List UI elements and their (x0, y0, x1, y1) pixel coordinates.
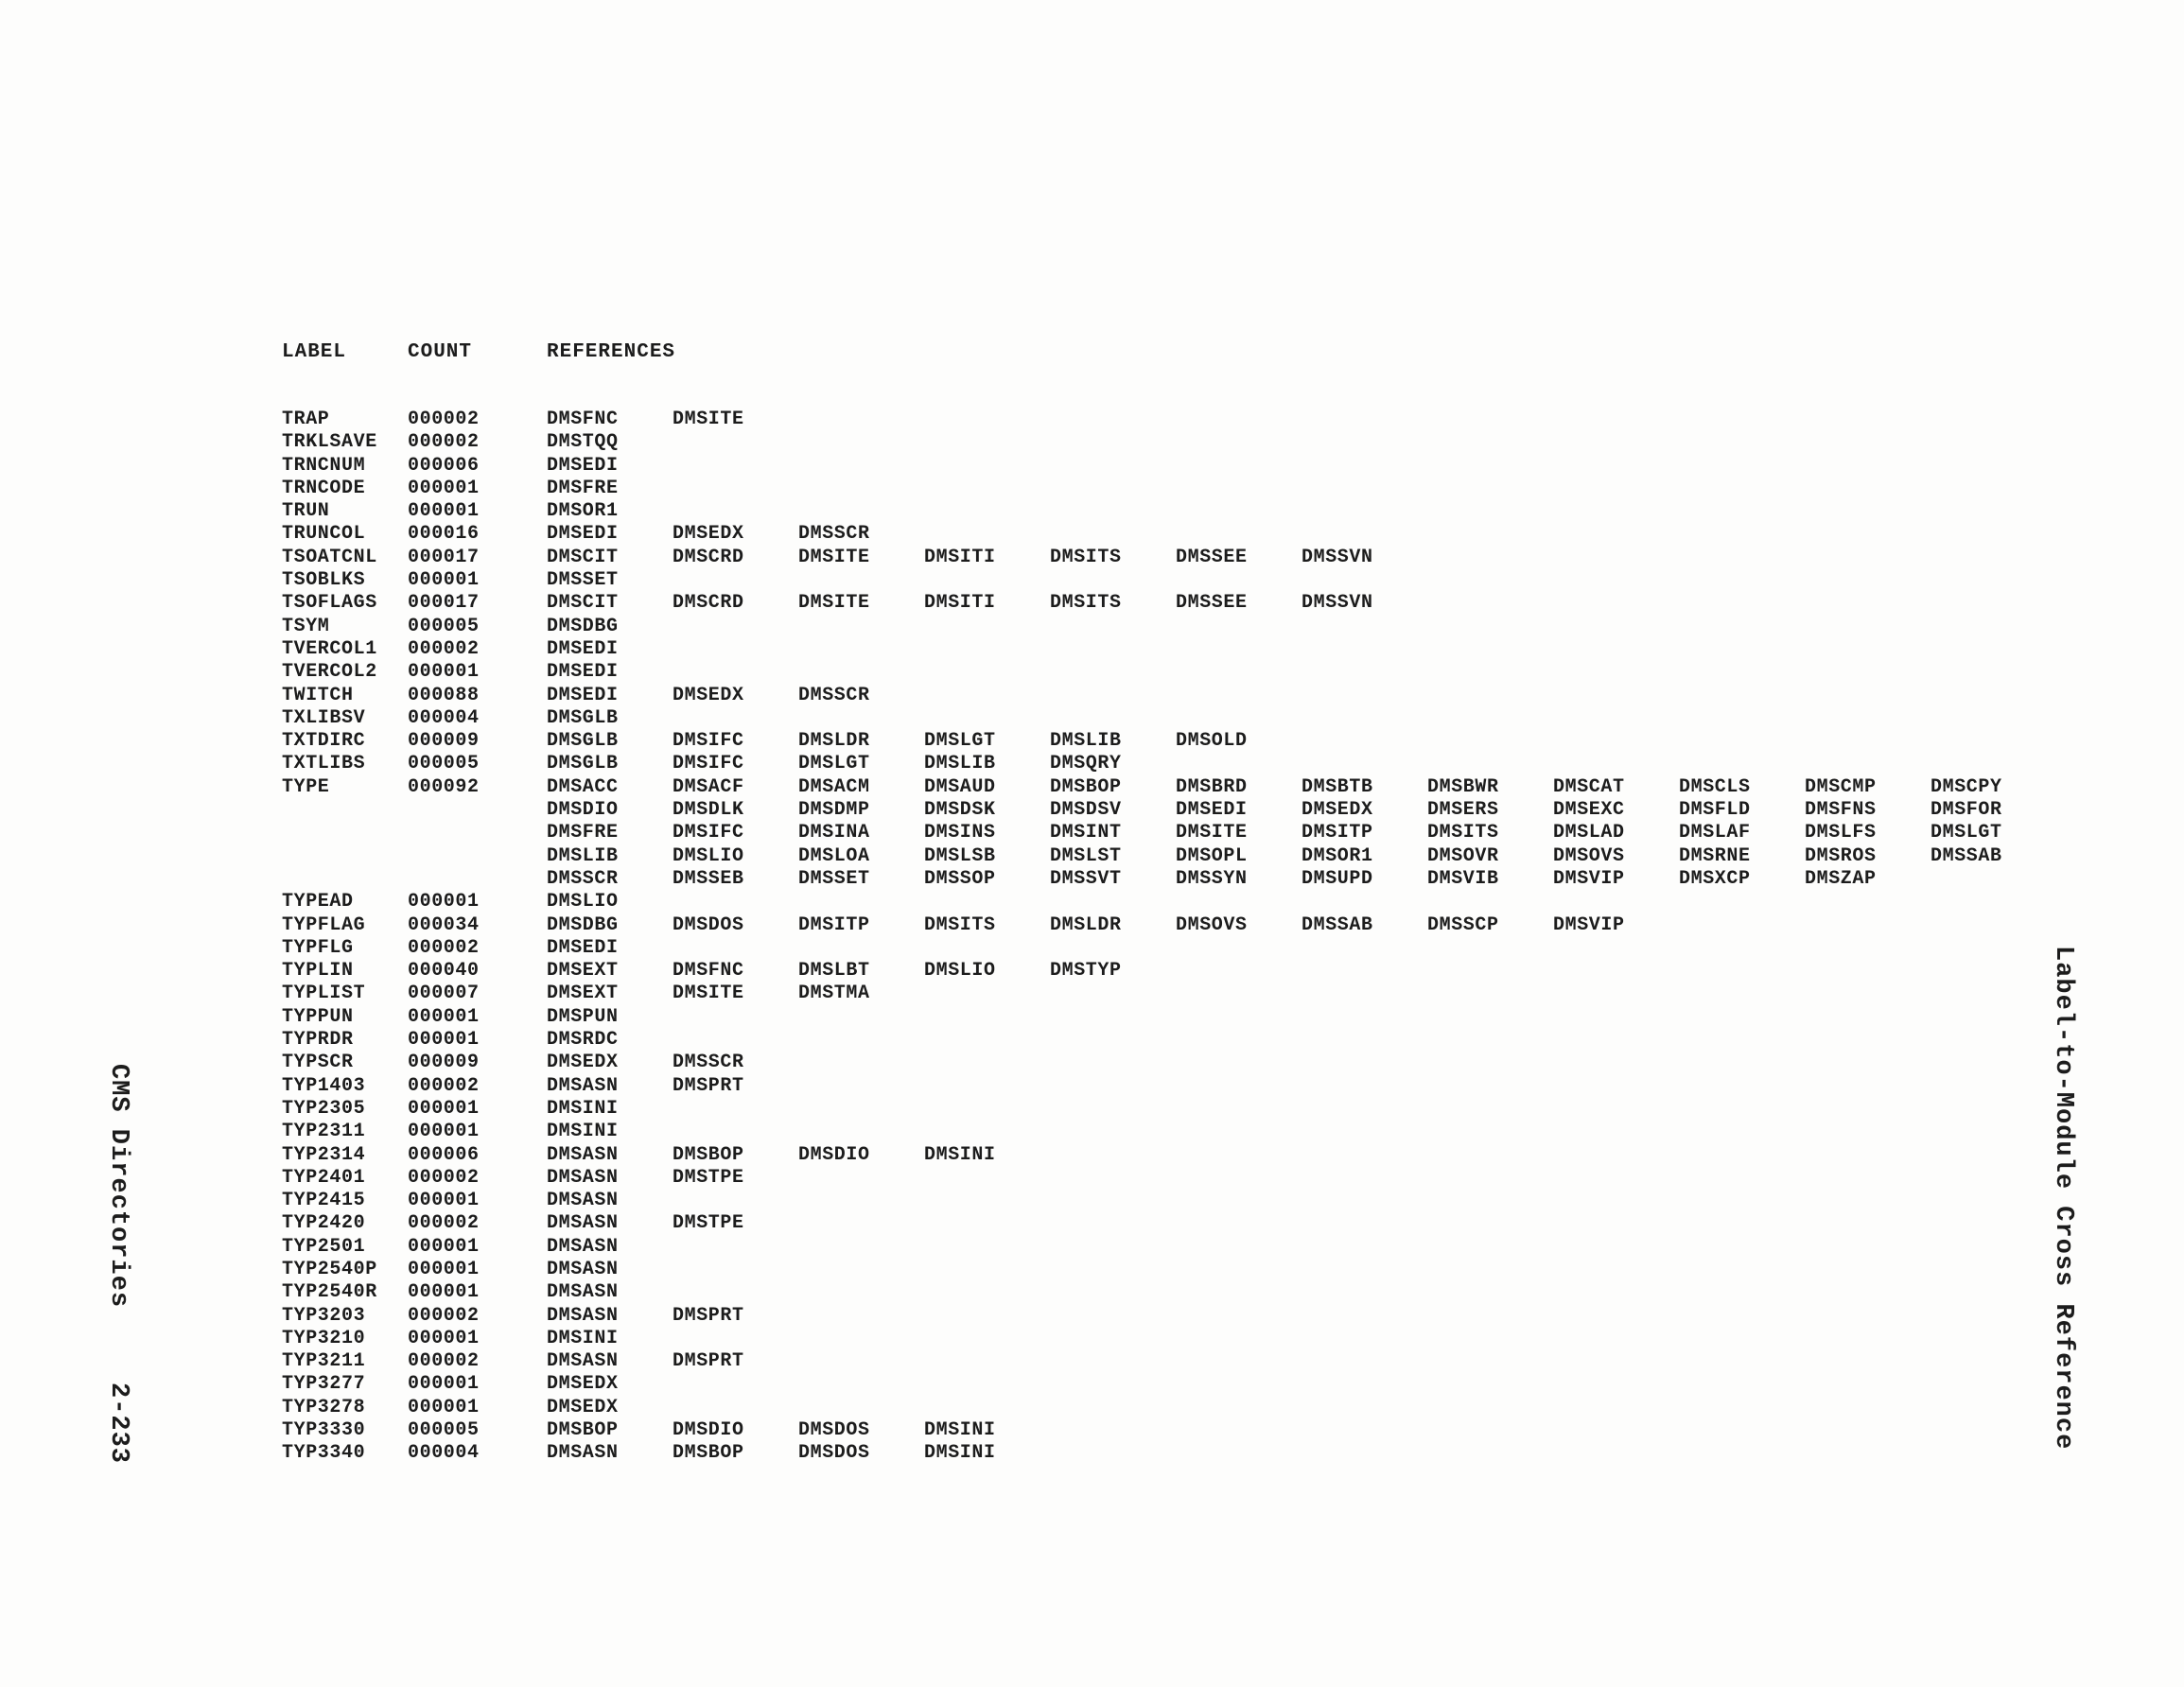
reference-cell: DMSINI (924, 1442, 996, 1465)
table-row (282, 1098, 2041, 1121)
table-row (282, 1052, 2041, 1074)
label-cell: TYPFLAG (282, 913, 366, 936)
reference-cell: DMSITE (798, 592, 870, 615)
table-row (282, 1029, 2041, 1052)
reference-cell: DMSSCR (547, 867, 619, 890)
table-row (282, 983, 2041, 1005)
table-row (282, 1075, 2041, 1098)
table-row (282, 1167, 2041, 1190)
reference-cell: DMSOR1 (1302, 844, 1373, 867)
reference-cell: DMSSCR (673, 1052, 744, 1074)
reference-cell: DMSSAB (1931, 844, 2002, 867)
label-cell: TYPEAD (282, 891, 354, 913)
reference-cell: DMSSET (547, 569, 619, 592)
reference-cell: DMSASN (547, 1166, 619, 1189)
label-cell: TYP2415 (282, 1190, 366, 1212)
reference-cell: DMSFLD (1679, 799, 1751, 822)
reference-cell: DMSINI (547, 1327, 619, 1349)
reference-cell: DMSTQQ (547, 431, 619, 454)
label-cell: TYP2540R (282, 1281, 377, 1304)
table-row (282, 937, 2041, 960)
count-cell: 000040 (408, 960, 480, 983)
label-cell: TYPLIST (282, 983, 366, 1005)
reference-cell: DMSINI (924, 1143, 996, 1166)
count-cell: 000004 (408, 706, 480, 729)
table-row (282, 1328, 2041, 1350)
label-cell: TYP3278 (282, 1396, 366, 1418)
reference-cell: DMSSVN (1302, 592, 1373, 615)
table-row (282, 661, 2041, 684)
table-row (282, 1236, 2041, 1259)
reference-cell: DMSTPE (673, 1166, 744, 1189)
reference-cell: DMSAUD (924, 775, 996, 798)
count-column-header: COUNT (408, 341, 473, 363)
reference-cell: DMSSVT (1050, 867, 1122, 890)
reference-cell: DMSITE (673, 983, 744, 1005)
reference-cell: DMSEDI (547, 523, 619, 546)
reference-cell: DMSINI (547, 1121, 619, 1143)
reference-cell: DMSSCP (1427, 913, 1499, 936)
table-row (282, 431, 2041, 454)
count-cell: 000005 (408, 615, 480, 637)
count-cell: 000009 (408, 730, 480, 753)
table-row (282, 1350, 2041, 1373)
reference-cell: DMSEDX (547, 1373, 619, 1396)
label-cell: TYP3330 (282, 1419, 366, 1442)
label-cell: TRUNCOL (282, 523, 366, 546)
table-row (282, 845, 2041, 868)
reference-cell: DMSDMP (798, 799, 870, 822)
reference-cell: DMSEXC (1553, 799, 1625, 822)
reference-cell: DMSITP (1302, 822, 1373, 844)
count-cell: 000001 (408, 1190, 480, 1212)
count-cell: 000002 (408, 1304, 480, 1327)
label-cell: TYPRDR (282, 1029, 354, 1052)
reference-cell: DMSEXT (547, 983, 619, 1005)
count-cell: 000002 (408, 1074, 480, 1097)
table-row (282, 1373, 2041, 1396)
reference-cell: DMSCMP (1805, 775, 1877, 798)
table-row (282, 1442, 2041, 1465)
reference-cell: DMSINI (924, 1419, 996, 1442)
reference-cell: DMSOLD (1176, 730, 1248, 753)
count-cell: 000001 (408, 1373, 480, 1396)
label-cell: TYPE (282, 775, 330, 798)
label-cell: TXLIBSV (282, 706, 366, 729)
reference-cell: DMSEDI (547, 684, 619, 706)
reference-cell: DMSCIT (547, 592, 619, 615)
table-row (282, 1212, 2041, 1235)
reference-cell: DMSBOP (673, 1143, 744, 1166)
count-cell: 000002 (408, 409, 480, 430)
label-cell: TRNCNUM (282, 454, 366, 477)
label-cell: TSYM (282, 615, 330, 637)
table-row (282, 1419, 2041, 1442)
left-margin-title: CMS Directories (104, 1064, 132, 1309)
reference-cell: DMSERS (1427, 799, 1499, 822)
reference-cell: DMSLOA (798, 844, 870, 867)
reference-cell: DMSITS (1050, 546, 1122, 568)
count-cell: 000006 (408, 1143, 480, 1166)
count-cell: 000004 (408, 1442, 480, 1465)
reference-cell: DMSLST (1050, 844, 1122, 867)
reference-cell: DMSDIO (673, 1419, 744, 1442)
reference-cell: DMSCRD (673, 546, 744, 568)
table-row (282, 753, 2041, 775)
table-row (282, 1144, 2041, 1167)
reference-cell: DMSEDI (1176, 799, 1248, 822)
reference-cell: DMSGLB (547, 730, 619, 753)
count-cell: 000034 (408, 913, 480, 936)
label-cell: TYPFLG (282, 936, 354, 959)
reference-cell: DMSBOP (673, 1442, 744, 1465)
table-row (282, 960, 2041, 983)
reference-cell: DMSLAD (1553, 822, 1625, 844)
table-row (282, 1190, 2041, 1212)
reference-cell: DMSCAT (1553, 775, 1625, 798)
reference-cell: DMSASN (547, 1281, 619, 1304)
reference-cell: DMSACC (547, 775, 619, 798)
reference-cell: DMSEDI (547, 661, 619, 684)
count-cell: 000002 (408, 1166, 480, 1189)
reference-cell: DMSBOP (547, 1419, 619, 1442)
count-cell: 000001 (408, 1396, 480, 1418)
reference-cell: DMSVIB (1427, 867, 1499, 890)
reference-cell: DMSCPY (1931, 775, 2002, 798)
reference-cell: DMSLIB (924, 753, 996, 775)
table-row (282, 409, 2041, 431)
label-cell: TXTLIBS (282, 753, 366, 775)
table-row (282, 547, 2041, 569)
count-cell: 000002 (408, 1350, 480, 1373)
table-row (282, 1281, 2041, 1304)
reference-cell: DMSFOR (1931, 799, 2002, 822)
reference-cell: DMSSOP (924, 867, 996, 890)
reference-cell: DMSFRE (547, 477, 619, 499)
label-cell: TYPPUN (282, 1005, 354, 1028)
label-cell: TYP3203 (282, 1304, 366, 1327)
label-cell: TSOBLKS (282, 569, 366, 592)
table-row (282, 685, 2041, 707)
reference-cell: DMSASN (547, 1235, 619, 1258)
table-row (282, 914, 2041, 937)
count-cell: 000001 (408, 1258, 480, 1280)
count-cell: 000001 (408, 661, 480, 684)
reference-cell: DMSLIO (924, 960, 996, 983)
reference-cell: DMSLAF (1679, 822, 1751, 844)
reference-cell: DMSFRE (547, 822, 619, 844)
label-cell: TYP3210 (282, 1327, 366, 1349)
reference-cell: DMSSET (798, 867, 870, 890)
reference-cell: DMSVIP (1553, 867, 1625, 890)
table-row (282, 616, 2041, 638)
label-cell: TYP3277 (282, 1373, 366, 1396)
count-cell: 000001 (408, 1327, 480, 1349)
table-row (282, 569, 2041, 592)
label-cell: TWITCH (282, 684, 354, 706)
table-row (282, 638, 2041, 661)
label-column-header: LABEL (282, 341, 347, 363)
reference-cell: DMSASN (547, 1258, 619, 1280)
table-row (282, 1006, 2041, 1029)
cross-reference-listing (282, 409, 2041, 1466)
reference-cell: DMSITI (924, 592, 996, 615)
reference-cell: DMSSAB (1302, 913, 1373, 936)
reference-cell: DMSBTB (1302, 775, 1373, 798)
label-cell: TYP2401 (282, 1166, 366, 1189)
reference-cell: DMSITE (673, 409, 744, 430)
reference-cell: DMSGLB (547, 706, 619, 729)
label-cell: TRKLSAVE (282, 431, 377, 454)
reference-cell: DMSSEB (673, 867, 744, 890)
reference-cell: DMSSCR (798, 684, 870, 706)
reference-cell: DMSBWR (1427, 775, 1499, 798)
label-cell: TYP2501 (282, 1235, 366, 1258)
reference-cell: DMSEDX (1302, 799, 1373, 822)
reference-cell: DMSLIB (547, 844, 619, 867)
reference-cell: DMSDSV (1050, 799, 1122, 822)
label-cell: TSOFLAGS (282, 592, 377, 615)
label-cell: TYP2420 (282, 1212, 366, 1235)
count-cell: 000088 (408, 684, 480, 706)
reference-cell: DMSOR1 (547, 500, 619, 523)
reference-cell: DMSDOS (673, 913, 744, 936)
reference-cell: DMSITP (798, 913, 870, 936)
reference-cell: DMSFNC (547, 409, 619, 430)
reference-cell: DMSSYN (1176, 867, 1248, 890)
label-cell: TSOATCNL (282, 546, 377, 568)
table-row (282, 868, 2041, 891)
label-cell: TVERCOL1 (282, 637, 377, 660)
reference-cell: DMSBOP (1050, 775, 1122, 798)
count-cell: 000002 (408, 637, 480, 660)
count-cell: 000017 (408, 592, 480, 615)
table-row (282, 1305, 2041, 1328)
reference-cell: DMSROS (1805, 844, 1877, 867)
reference-cell: DMSDBG (547, 913, 619, 936)
reference-cell: DMSDIO (798, 1143, 870, 1166)
table-row (282, 455, 2041, 478)
reference-cell: DMSITE (798, 546, 870, 568)
count-cell: 000016 (408, 523, 480, 546)
reference-cell: DMSLSB (924, 844, 996, 867)
reference-cell: DMSSEE (1176, 546, 1248, 568)
table-row (282, 478, 2041, 500)
reference-cell: DMSASN (547, 1143, 619, 1166)
count-cell: 000001 (408, 1281, 480, 1304)
label-cell: TYP2540P (282, 1258, 377, 1280)
table-row (282, 500, 2041, 523)
reference-cell: DMSACF (673, 775, 744, 798)
reference-cell: DMSITE (1176, 822, 1248, 844)
reference-cell: DMSASN (547, 1212, 619, 1235)
reference-cell: DMSOVR (1427, 844, 1499, 867)
label-cell: TRNCODE (282, 477, 366, 499)
reference-cell: DMSFNS (1805, 799, 1877, 822)
table-row (282, 1121, 2041, 1143)
label-cell: TYP2311 (282, 1121, 366, 1143)
label-cell: TRAP (282, 409, 330, 430)
reference-cell: DMSINI (547, 1097, 619, 1120)
reference-cell: DMSPRT (673, 1074, 744, 1097)
table-row (282, 776, 2041, 799)
reference-cell: DMSPUN (547, 1005, 619, 1028)
count-cell: 000001 (408, 1029, 480, 1052)
reference-cell: DMSDIO (547, 799, 619, 822)
label-cell: TYP2314 (282, 1143, 366, 1166)
label-cell: TYPSCR (282, 1052, 354, 1074)
reference-cell: DMSITI (924, 546, 996, 568)
reference-cell: DMSCLS (1679, 775, 1751, 798)
reference-cell: DMSASN (547, 1190, 619, 1212)
reference-cell: DMSEDI (547, 936, 619, 959)
reference-cell: DMSVIP (1553, 913, 1625, 936)
table-row (282, 799, 2041, 822)
reference-cell: DMSPRT (673, 1304, 744, 1327)
reference-cell: DMSRDC (547, 1029, 619, 1052)
label-cell: TVERCOL2 (282, 661, 377, 684)
reference-cell: DMSTYP (1050, 960, 1122, 983)
reference-cell: DMSEDI (547, 637, 619, 660)
reference-cell: DMSZAP (1805, 867, 1877, 890)
reference-cell: DMSFNC (673, 960, 744, 983)
reference-cell: DMSGLB (547, 753, 619, 775)
reference-cell: DMSDBG (547, 615, 619, 637)
reference-cell: DMSLIO (547, 891, 619, 913)
reference-cell: DMSLBT (798, 960, 870, 983)
label-cell: TYP2305 (282, 1097, 366, 1120)
count-cell: 000002 (408, 936, 480, 959)
reference-cell: DMSEDI (547, 454, 619, 477)
right-margin-title: Label-to-Module Cross Reference (2049, 946, 2077, 1451)
table-row (282, 523, 2041, 546)
reference-cell: DMSDSK (924, 799, 996, 822)
reference-cell: DMSEDX (673, 684, 744, 706)
table-row (282, 891, 2041, 913)
reference-cell: DMSCRD (673, 592, 744, 615)
label-cell: TRUN (282, 500, 330, 523)
reference-cell: DMSDOS (798, 1419, 870, 1442)
label-cell: TXTDIRC (282, 730, 366, 753)
count-cell: 000017 (408, 546, 480, 568)
reference-cell: DMSOVS (1176, 913, 1248, 936)
reference-cell: DMSASN (547, 1304, 619, 1327)
reference-cell: DMSUPD (1302, 867, 1373, 890)
page-number: 2-233 (104, 1383, 132, 1465)
reference-cell: DMSOPL (1176, 844, 1248, 867)
reference-cell: DMSDLK (673, 799, 744, 822)
reference-cell: DMSIFC (673, 753, 744, 775)
reference-cell: DMSLIO (673, 844, 744, 867)
reference-cell: DMSTPE (673, 1212, 744, 1235)
count-cell: 000001 (408, 1121, 480, 1143)
label-cell: TYP3340 (282, 1442, 366, 1465)
table-row (282, 730, 2041, 753)
count-cell: 000001 (408, 1005, 480, 1028)
reference-cell: DMSBRD (1176, 775, 1248, 798)
reference-cell: DMSACM (798, 775, 870, 798)
count-cell: 000001 (408, 891, 480, 913)
reference-cell: DMSEDX (547, 1396, 619, 1418)
reference-cell: DMSDOS (798, 1442, 870, 1465)
reference-cell: DMSLIB (1050, 730, 1122, 753)
label-cell: TYP3211 (282, 1350, 366, 1373)
reference-cell: DMSASN (547, 1074, 619, 1097)
reference-cell: DMSINT (1050, 822, 1122, 844)
reference-cell: DMSSEE (1176, 592, 1248, 615)
count-cell: 000001 (408, 569, 480, 592)
count-cell: 000006 (408, 454, 480, 477)
reference-cell: DMSLDR (1050, 913, 1122, 936)
reference-cell: DMSPRT (673, 1350, 744, 1373)
count-cell: 000005 (408, 753, 480, 775)
reference-cell: DMSLGT (798, 753, 870, 775)
reference-cell: DMSLGT (1931, 822, 2002, 844)
count-cell: 000005 (408, 1419, 480, 1442)
reference-cell: DMSLFS (1805, 822, 1877, 844)
reference-cell: DMSINS (924, 822, 996, 844)
count-cell: 000001 (408, 477, 480, 499)
reference-cell: DMSEXT (547, 960, 619, 983)
reference-cell: DMSASN (547, 1442, 619, 1465)
reference-cell: DMSSCR (798, 523, 870, 546)
reference-cell: DMSLDR (798, 730, 870, 753)
count-cell: 000009 (408, 1052, 480, 1074)
table-row (282, 822, 2041, 844)
reference-cell: DMSCIT (547, 546, 619, 568)
reference-cell: DMSIFC (673, 730, 744, 753)
reference-cell: DMSOVS (1553, 844, 1625, 867)
count-cell: 000002 (408, 431, 480, 454)
table-row (282, 1397, 2041, 1419)
table-row (282, 707, 2041, 730)
table-row (282, 1259, 2041, 1281)
count-cell: 000001 (408, 1235, 480, 1258)
reference-cell: DMSEDX (673, 523, 744, 546)
reference-cell: DMSITS (924, 913, 996, 936)
reference-cell: DMSQRY (1050, 753, 1122, 775)
references-column-header: REFERENCES (547, 341, 676, 363)
reference-cell: DMSLGT (924, 730, 996, 753)
count-cell: 000092 (408, 775, 480, 798)
reference-cell: DMSIFC (673, 822, 744, 844)
count-cell: 000002 (408, 1212, 480, 1235)
reference-cell: DMSASN (547, 1350, 619, 1373)
reference-cell: DMSITS (1050, 592, 1122, 615)
reference-cell: DMSRNE (1679, 844, 1751, 867)
reference-cell: DMSINA (798, 822, 870, 844)
reference-cell: DMSSVN (1302, 546, 1373, 568)
reference-cell: DMSITS (1427, 822, 1499, 844)
reference-cell: DMSEDX (547, 1052, 619, 1074)
count-cell: 000001 (408, 500, 480, 523)
count-cell: 000001 (408, 1097, 480, 1120)
table-row (282, 592, 2041, 615)
label-cell: TYP1403 (282, 1074, 366, 1097)
reference-cell: DMSXCP (1679, 867, 1751, 890)
count-cell: 000007 (408, 983, 480, 1005)
label-cell: TYPLIN (282, 960, 354, 983)
reference-cell: DMSTMA (798, 983, 870, 1005)
